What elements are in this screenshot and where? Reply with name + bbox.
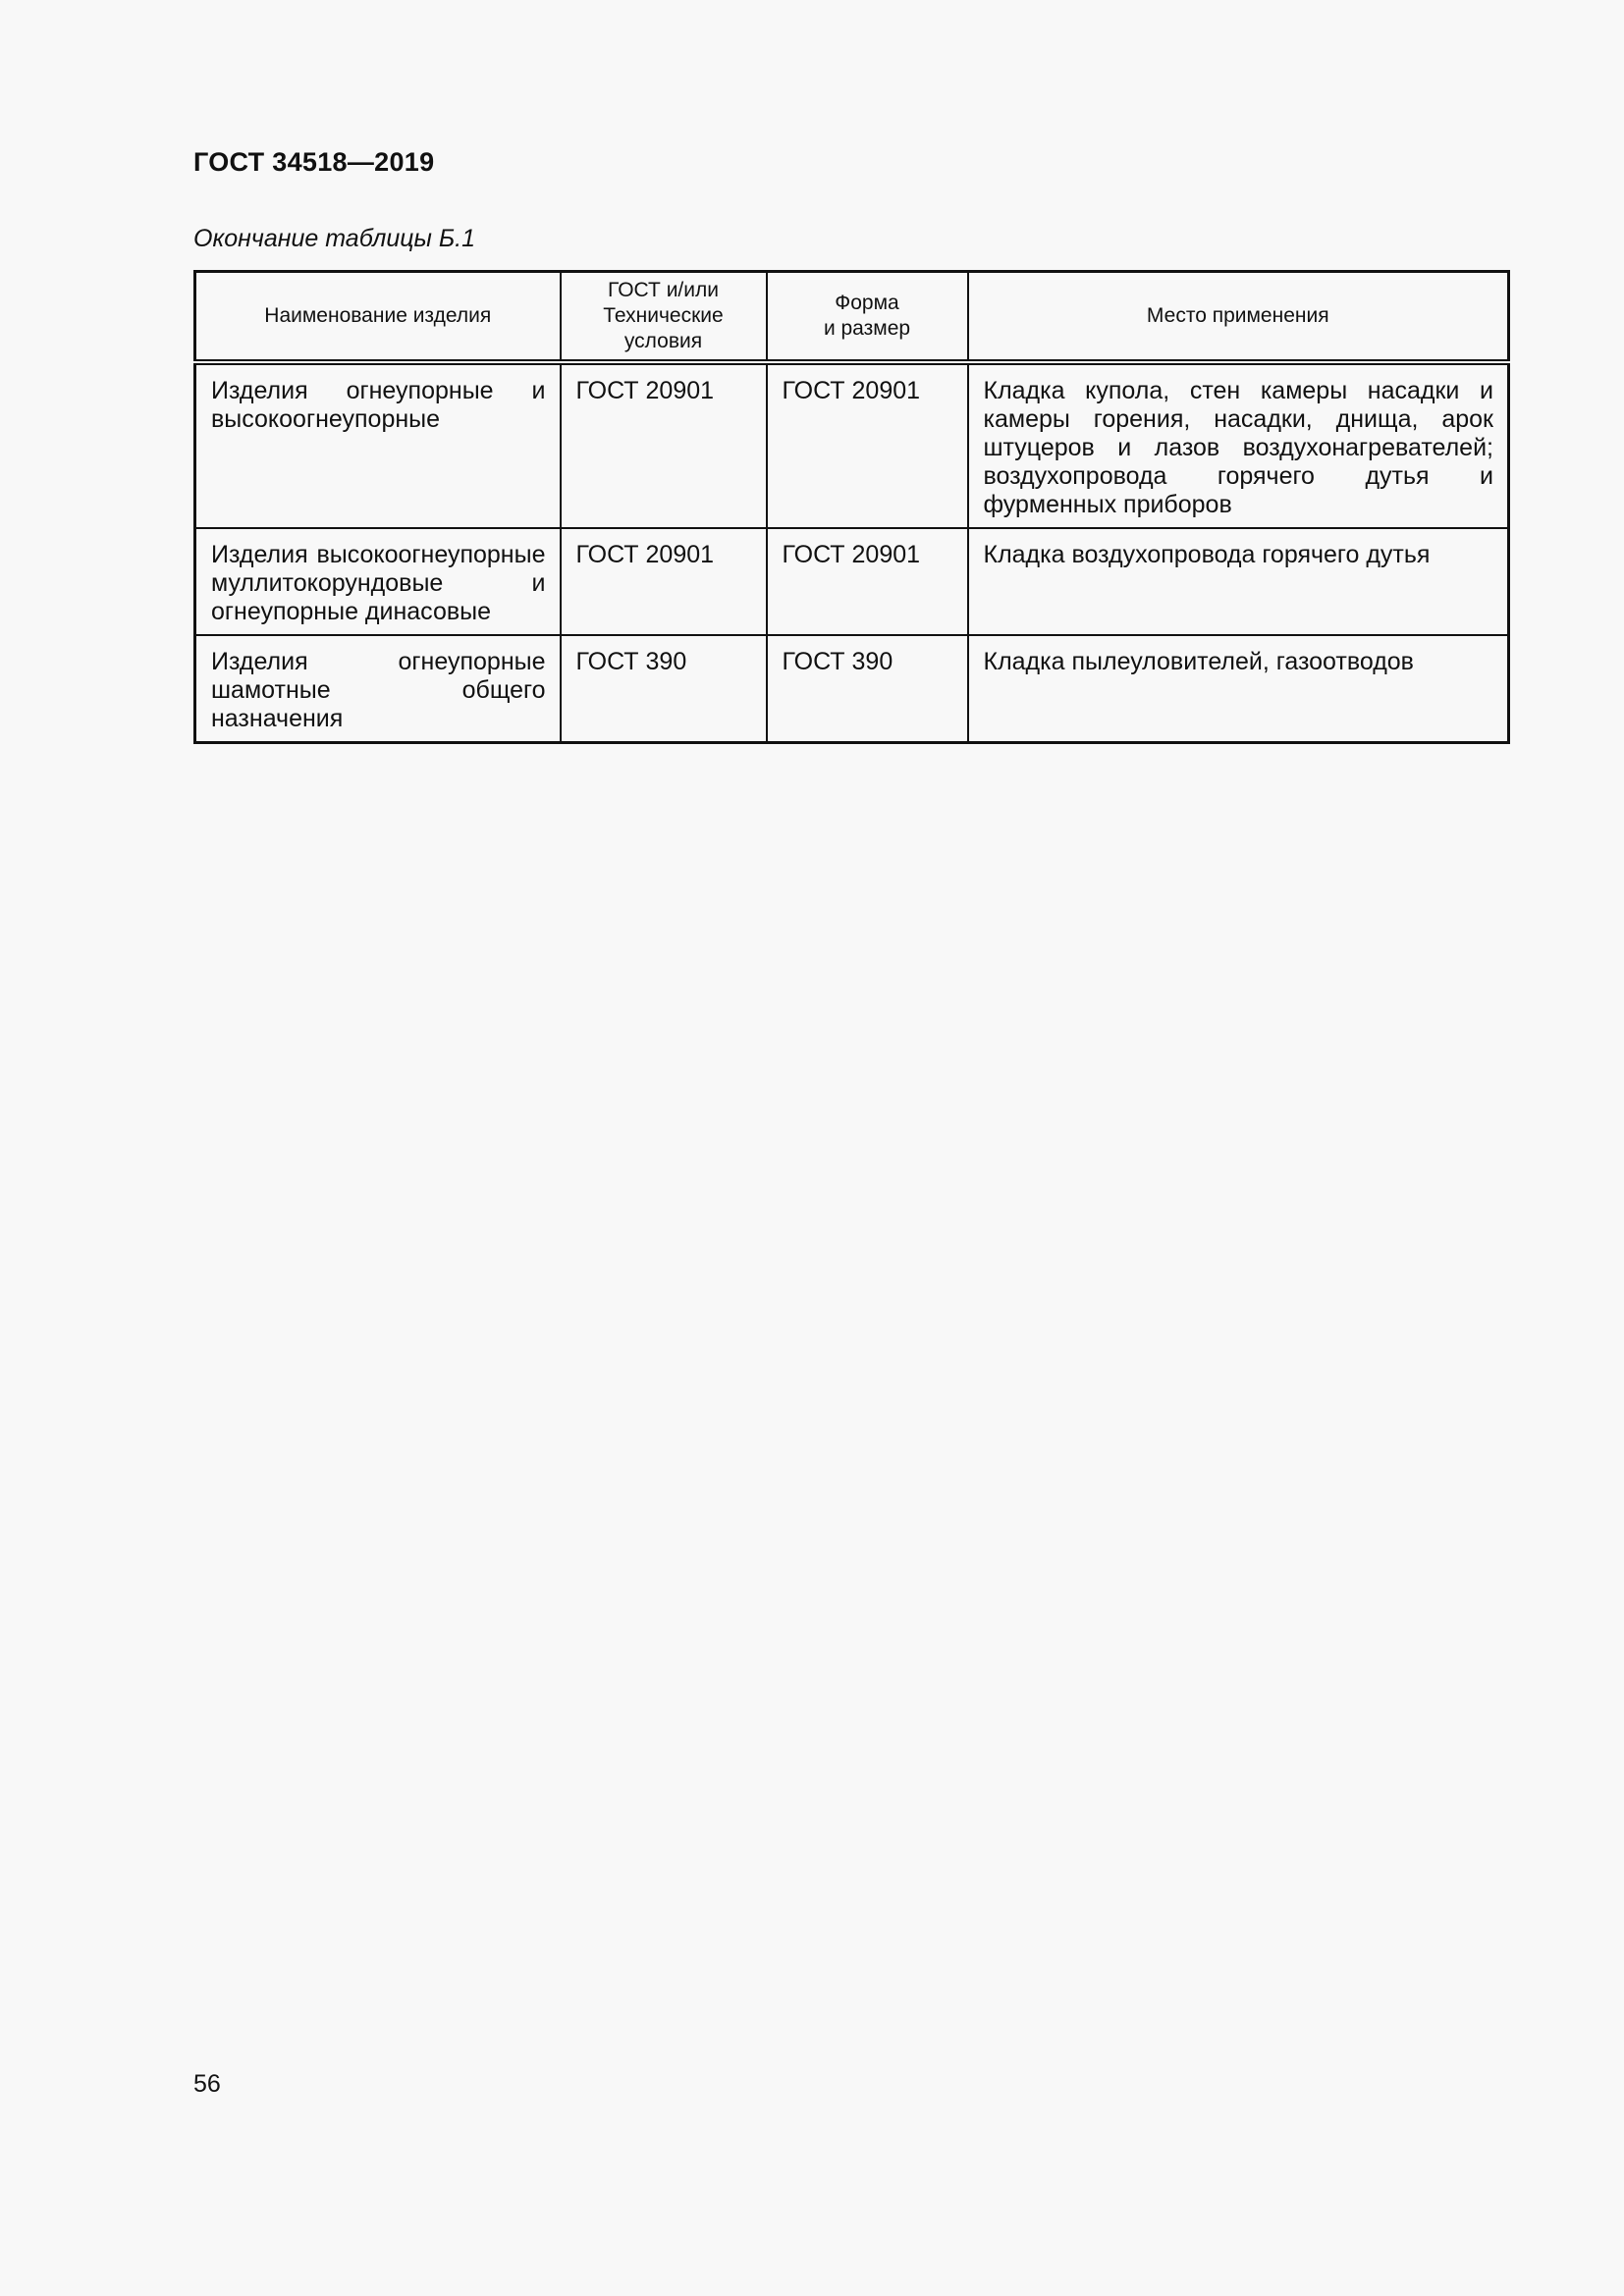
cell-application: Кладка воздухопровода горячего дутья [968, 528, 1509, 635]
column-header-gost-line-3: условия [623, 330, 703, 352]
column-header-application [968, 272, 1509, 363]
table-caption: Окончание таблицы Б.1 [193, 225, 475, 252]
cell-form: ГОСТ 20901 [767, 528, 968, 635]
specification-table [193, 270, 1510, 744]
cell-product: Изделия огнеупорные шамотные общего назначения [195, 635, 561, 743]
cell-form: ГОСТ 390 [767, 635, 968, 743]
column-header-product [195, 272, 561, 363]
cell-application: Кладка пылеуловителей, газоотводов [968, 635, 1509, 743]
cell-gost: ГОСТ 20901 [561, 528, 767, 635]
cell-application: Кладка купола, стен камеры насадки и камеры горения, насадки, днища, арок штуцеров и лазов воздухонагревателей; воздухопровода горячего дутья и фурменных приборов [968, 362, 1509, 528]
cell-product: Изделия высокоогнеупорные муллитокорундовые и огнеупорные динасовые [195, 528, 561, 635]
column-header-form-line-1: Форма [835, 292, 899, 314]
column-header-application-line: Место применения [1146, 304, 1329, 327]
column-header-gost-line-2: Технические [603, 304, 724, 327]
cell-gost: ГОСТ 20901 [561, 362, 767, 528]
table-row [195, 362, 1509, 528]
table-row [195, 635, 1509, 743]
table-row [195, 528, 1509, 635]
column-header-gost-line-1: ГОСТ и/или [608, 279, 719, 301]
cell-form: ГОСТ 20901 [767, 362, 968, 528]
cell-gost: ГОСТ 390 [561, 635, 767, 743]
column-header-form-line-2: и размер [823, 317, 911, 340]
column-header-form [767, 272, 968, 363]
column-header-product-line: Наименование изделия [264, 304, 492, 327]
document-header: ГОСТ 34518—2019 [193, 147, 435, 177]
table-header-row [195, 272, 1509, 363]
cell-product: Изделия огнеупорные и высокоогнеупорные [195, 362, 561, 528]
column-header-gost [561, 272, 767, 363]
page-number: 56 [193, 2070, 221, 2098]
